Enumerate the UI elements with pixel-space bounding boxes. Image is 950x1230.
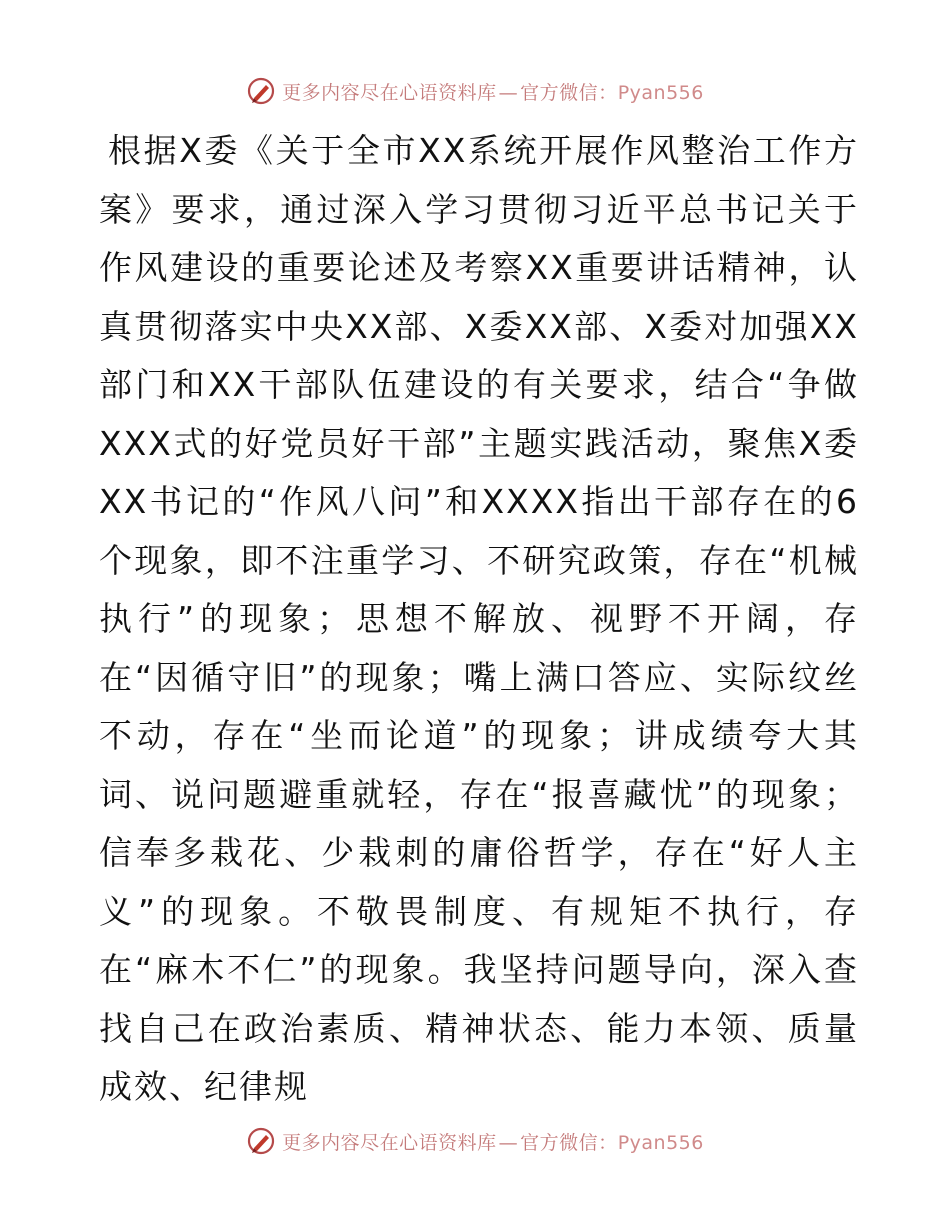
watermark-handle: Pyan556 — [617, 1131, 704, 1154]
footer-watermark — [0, 1121, 950, 1161]
red-pen-logo-icon — [246, 1126, 276, 1156]
document-paragraph: 根据X委《关于全市XX系统开展作风整治工作方案》要求，通过深入学习贯彻习近平总书记关于作风建设的重要论述及考察XX重要讲话精神，认真贯彻落实中央XX部、X委XX部、X委对加强XX部门和XX干部队伍建设的有关要求，结合“争做XXX式的好党员好干部”主题实践活动，聚焦X委XX书记的“作风八问”和XXXX指出干部存在的6个现象，即不注重学习、不研究政策，存在“机械执行”的现象；思想不解放、视野不开阔，存在“因循守旧”的现象；嘴上满口答应、实际纹丝不动，存在“坐而论道”的现象；讲成绩夸大其词、说问题避重就轻，存在“报喜藏忧”的现象；信奉多栽花、少栽刺的庸俗哲学，存在“好人主义”的现象。不敬畏制度、有规矩不执行，存在“麻木不仁”的现象。我坚持问题导向，深入查找自己在政治素质、精神状态、能力本领、质量成效、纪律规 — [99, 131, 859, 1106]
watermark-text: 更多内容尽在心语资料库 — 官方微信：Pyan556 — [282, 81, 704, 104]
red-pen-logo-icon — [246, 76, 276, 106]
watermark-text: 更多内容尽在心语资料库 — 官方微信：Pyan556 — [282, 1131, 704, 1154]
header-watermark — [0, 71, 950, 111]
watermark-handle: Pyan556 — [617, 81, 704, 104]
